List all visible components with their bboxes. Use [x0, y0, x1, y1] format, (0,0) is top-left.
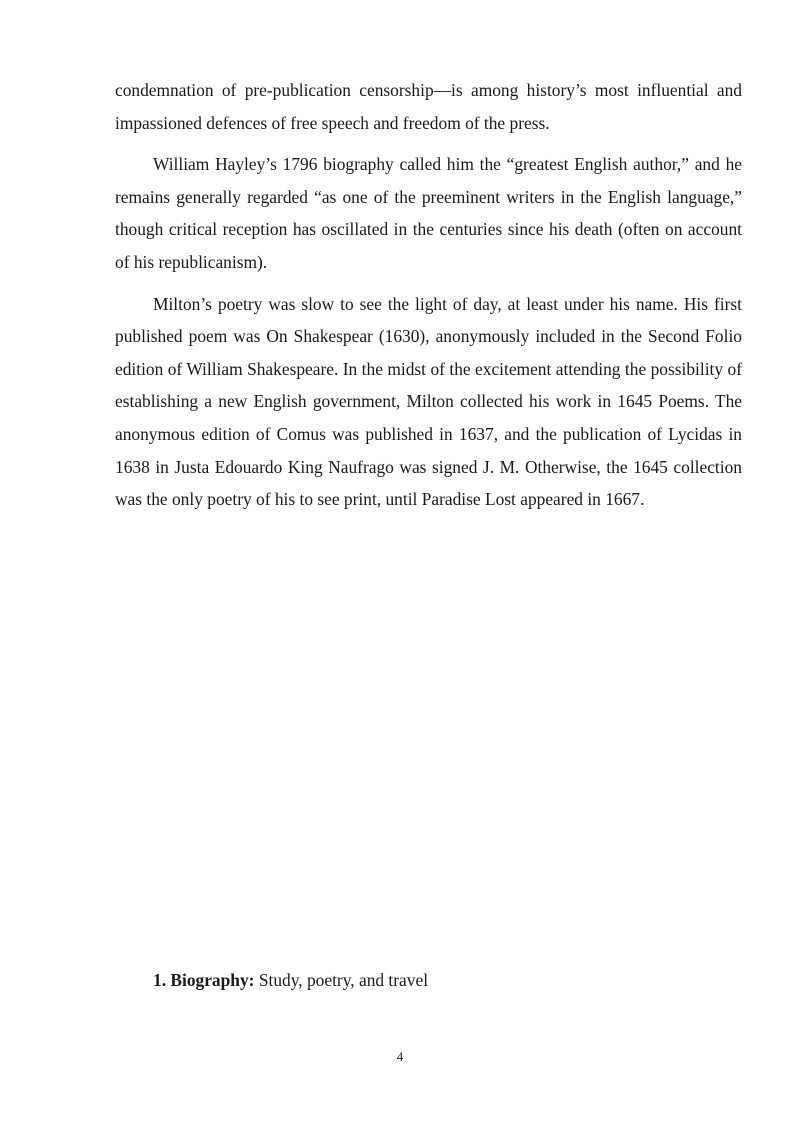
paragraph-hayley-biography: William Hayley’s 1796 biography called him the “greatest English author,” and he remains generally regarded “as one of the preeminent writers in the English language,” though critical reception has oscillated in the centuries since his death (often on account of his republicanism).	[115, 154, 742, 272]
section-heading-title: Study, poetry, and travel	[258, 970, 429, 990]
body-text	[115, 74, 742, 525]
section-heading-number: 1. Biography:	[153, 970, 255, 990]
paragraph-milton-poetry: Milton’s poetry was slow to see the light of day, at least under his name. His first published poem was On Shakespear (1630), anonymously included in the Second Folio edition of William Shakespeare. In the midst of the excitement attending the possibility of establishing a new English government, Milton collected his work in 1645 Poems. The anonymous edition of Comus was published in 1637, and the publication of Lycidas in 1638 in Justa Edouardo King Naufrago was signed J. M. Otherwise, the 1645 collection was the only poetry of his to see print, until Paradise Lost appeared in 1667.	[115, 293, 742, 510]
section-heading	[153, 966, 428, 994]
paragraph-continuation: condemnation of pre-publication censorship—is among history’s most influential and impassioned defences of free speech and freedom of the press.	[115, 80, 742, 133]
page-number: 4	[396, 1049, 404, 1064]
